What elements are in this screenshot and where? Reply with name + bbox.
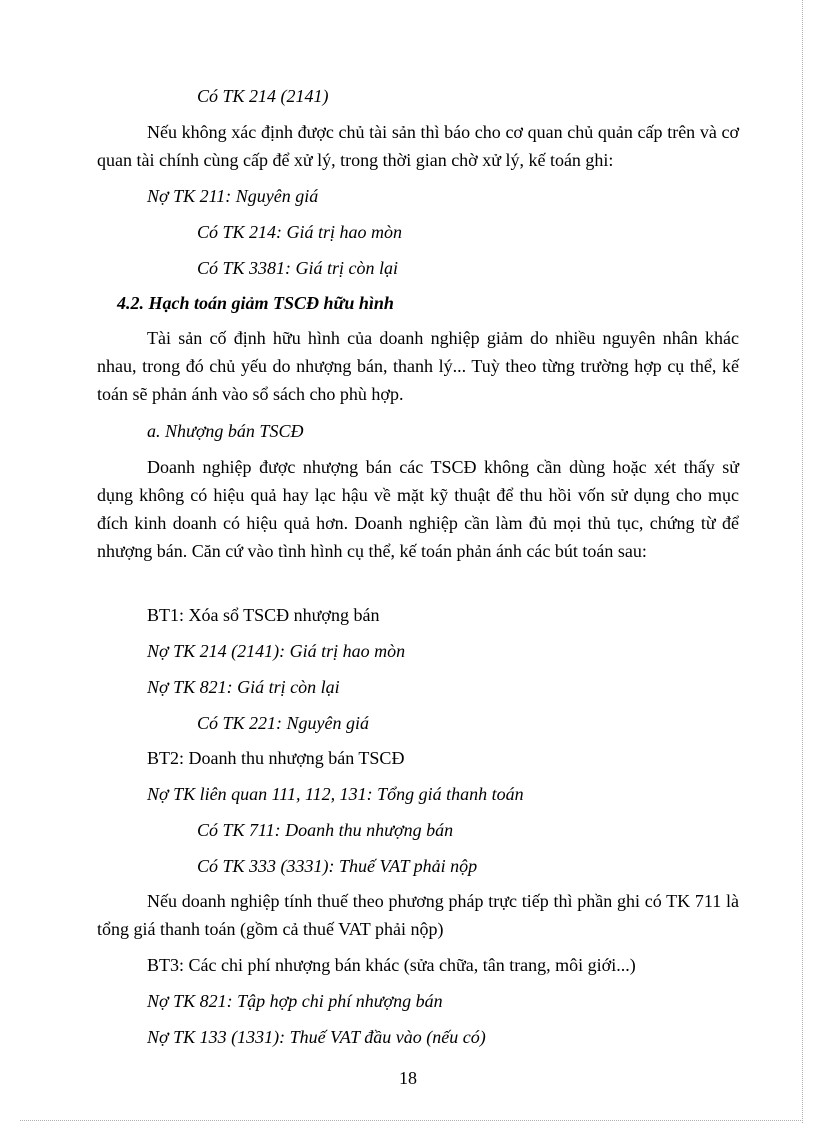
page-edge-right — [802, 0, 803, 1123]
entry-credit-214: Có TK 214: Giá trị hao mòn — [197, 222, 403, 242]
entry-debit-211: Nợ TK 211: Nguyên giá — [147, 186, 319, 206]
subheading-a: a. Nhượng bán TSCĐ — [147, 421, 304, 441]
paragraph-decrease-reasons: Tài sản cố định hữu hình của doanh nghiệp giảm do nhiều nguyên nhân khác nhau, trong đó chủ yếu do nhượng bán, thanh lý... Tuỳ theo từng trường hợp cụ thể, kế toán sẽ phản ánh vào sổ sách cho phù hợp. — [97, 328, 739, 404]
entry-credit-711: Có TK 711: Doanh thu nhượng bán — [197, 820, 454, 840]
paragraph-owner-unknown: Nếu không xác định được chủ tài sản thì báo cho cơ quan chủ quản cấp trên và cơ quan tài chính cùng cấp để xử lý, trong thời gian chờ xử lý, kế toán ghi: — [97, 122, 739, 170]
paragraph-direct-tax: Nếu doanh nghiệp tính thuế theo phương pháp trực tiếp thì phần ghi có TK 711 là tổng giá thanh toán (gồm cả thuế VAT phải nộp) — [97, 891, 739, 939]
entry-credit-221: Có TK 221: Nguyên giá — [197, 713, 370, 733]
entry-credit-214-2141: Có TK 214 (2141) — [197, 86, 329, 106]
entry-credit-333-3331: Có TK 333 (3331): Thuế VAT phải nộp — [197, 856, 478, 876]
entry-debit-133-1331: Nợ TK 133 (1331): Thuế VAT đầu vào (nếu có) — [147, 1027, 486, 1047]
bt2-label: BT2: Doanh thu nhượng bán TSCĐ — [147, 748, 405, 768]
entry-debit-821: Nợ TK 821: Giá trị còn lại — [147, 677, 340, 697]
section-heading: 4.2. Hạch toán giảm TSCĐ hữu hình — [117, 293, 394, 313]
entry-debit-214-2141: Nợ TK 214 (2141): Giá trị hao mòn — [147, 641, 406, 661]
bt1-label: BT1: Xóa sổ TSCĐ nhượng bán — [147, 605, 380, 625]
paragraph-sale: Doanh nghiệp được nhượng bán các TSCĐ không cần dùng hoặc xét thấy sử dụng không có hiệu quả hay lạc hậu về mặt kỹ thuật để thu hồi vốn sử dụng cho mục đích kinh doanh có hiệu quả hơn. Doanh nghiệp cần làm đủ mọi thủ tục, chứng từ để nhượng bán. Căn cứ vào tình hình cụ thể, kế toán phản ánh các bút toán sau: — [97, 457, 739, 561]
page-number: 18 — [399, 1068, 417, 1088]
page-edge-bottom — [20, 1120, 803, 1121]
entry-credit-3381: Có TK 3381: Giá trị còn lại — [197, 258, 399, 278]
entry-debit-111-112-131: Nợ TK liên quan 111, 112, 131: Tổng giá thanh toán — [147, 784, 524, 804]
bt3-label: BT3: Các chi phí nhượng bán khác (sửa chữa, tân trang, môi giới...) — [147, 955, 636, 975]
entry-debit-821-costs: Nợ TK 821: Tập hợp chi phí nhượng bán — [147, 991, 443, 1011]
